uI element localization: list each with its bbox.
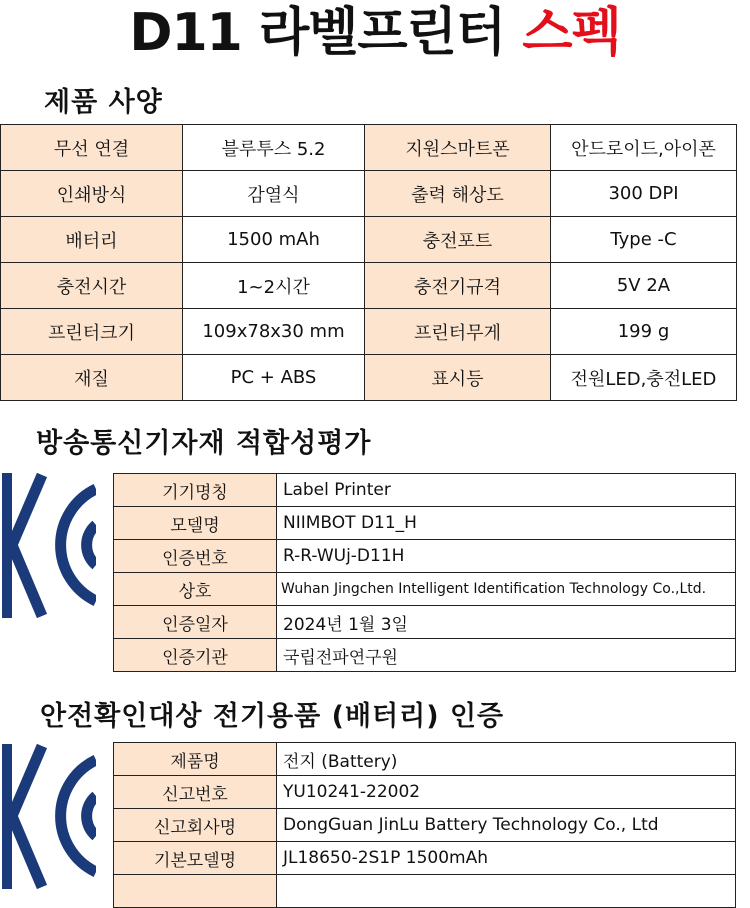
kc2-row (114, 743, 736, 776)
kc2-row (114, 842, 736, 875)
kc1-row (114, 474, 736, 507)
kc1-value: R-R-WUj-D11H (277, 540, 736, 573)
kc2-label: 제품명 (114, 743, 277, 776)
spec-label: 배터리 (1, 217, 183, 263)
spec-value: Type -C (551, 217, 737, 263)
kc1-row (114, 606, 736, 639)
spec-label: 프린터크기 (1, 309, 183, 355)
kc1-label: 인증기관 (114, 639, 277, 672)
spec-value: 감열식 (183, 171, 365, 217)
kc1-label: 상호 (114, 573, 277, 606)
spec-value: 안드로이드,아이폰 (551, 125, 737, 171)
spec-label: 표시등 (365, 355, 551, 401)
spec-value: 300 DPI (551, 171, 737, 217)
spec-heading: 제품 사양 (44, 87, 163, 118)
spec-label: 충전기규격 (365, 263, 551, 309)
kc2-label: 신고회사명 (114, 809, 277, 842)
spec-value: PC + ABS (183, 355, 365, 401)
kc1-row (114, 540, 736, 573)
spec-value: 1~2시간 (183, 263, 365, 309)
kc1-value: Label Printer (277, 474, 736, 507)
kc1-table (113, 473, 736, 672)
spec-label: 프린터무게 (365, 309, 551, 355)
spec-label: 지원스마트폰 (365, 125, 551, 171)
spec-value: 5V 2A (551, 263, 737, 309)
kc1-value: Wuhan Jingchen Intelligent Identification Technology Co.,Ltd. (277, 573, 736, 606)
spec-row (1, 309, 737, 355)
kc2-value: JL18650-2S1P 1500mAh (277, 842, 736, 875)
title-main: D11 라벨프린터 (129, 3, 506, 63)
page-title (0, 2, 750, 64)
kc2-label: 신고번호 (114, 776, 277, 809)
spec-row (1, 125, 737, 171)
spec-value: 1500 mAh (183, 217, 365, 263)
kc2-value: YU10241-22002 (277, 776, 736, 809)
kc2-value: 전지 (Battery) (277, 743, 736, 776)
kc1-value: 국립전파연구원 (277, 639, 736, 672)
spec-row (1, 217, 737, 263)
kc2-heading: 안전확인대상 전기용품 (배터리) 인증 (40, 701, 505, 732)
kc2-value (277, 875, 736, 908)
kc2-row (114, 776, 736, 809)
kc2-label (114, 875, 277, 908)
title-accent: 스펙 (522, 3, 621, 63)
kc1-value: 2024년 1월 3일 (277, 606, 736, 639)
spec-label: 인쇄방식 (1, 171, 183, 217)
kc1-heading: 방송통신기자재 적합성평가 (36, 428, 372, 459)
spec-row (1, 355, 737, 401)
kc1-row (114, 507, 736, 540)
kc2-value: DongGuan JinLu Battery Technology Co., Ltd (277, 809, 736, 842)
kc1-row (114, 639, 736, 672)
spec-value: 109x78x30 mm (183, 309, 365, 355)
kc1-label: 모델명 (114, 507, 277, 540)
spec-value: 전원LED,충전LED (551, 355, 737, 401)
kc2-label: 기본모델명 (114, 842, 277, 875)
spec-value: 199 g (551, 309, 737, 355)
kc-certification-mark-icon (2, 473, 96, 618)
spec-table (0, 124, 737, 401)
kc-certification-mark-icon (2, 744, 96, 889)
spec-label: 출력 해상도 (365, 171, 551, 217)
kc1-label: 인증번호 (114, 540, 277, 573)
spec-row (1, 171, 737, 217)
spec-row (1, 263, 737, 309)
kc1-label: 인증일자 (114, 606, 277, 639)
kc1-row (114, 573, 736, 606)
kc2-table (113, 742, 736, 908)
kc1-label: 기기명칭 (114, 474, 277, 507)
spec-label: 무선 연결 (1, 125, 183, 171)
spec-label: 충전시간 (1, 263, 183, 309)
kc2-row (114, 875, 736, 908)
kc1-value: NIIMBOT D11_H (277, 507, 736, 540)
spec-value: 블루투스 5.2 (183, 125, 365, 171)
spec-label: 충전포트 (365, 217, 551, 263)
kc2-row (114, 809, 736, 842)
spec-label: 재질 (1, 355, 183, 401)
